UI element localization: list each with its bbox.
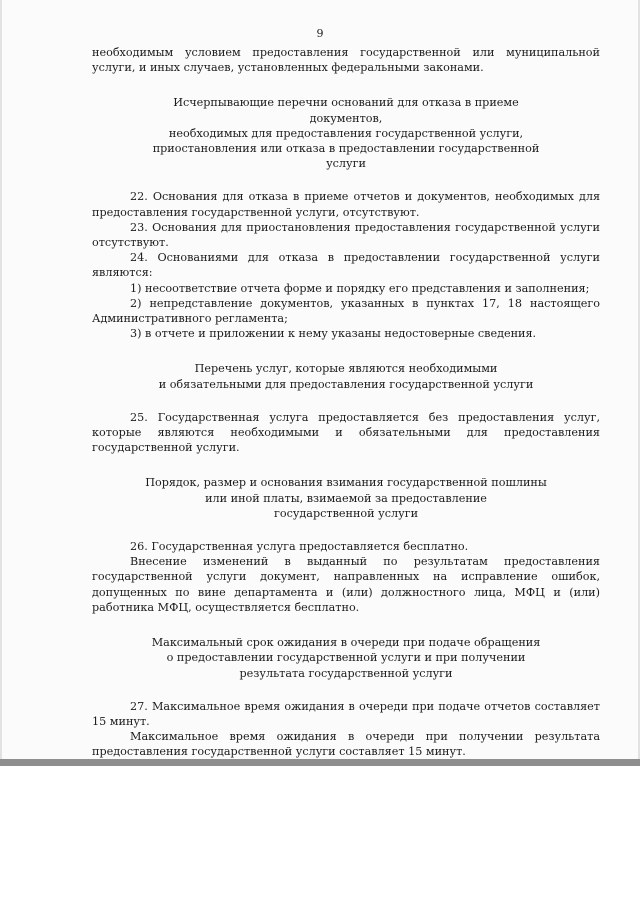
heading-line: Максимальный срок ожидания в очереди при подаче обращения — [151, 636, 541, 650]
intro-paragraph: необходимым условием предоставления государственной или муниципальной услуги, и иных случаев, установленных федеральными законами. — [92, 46, 600, 75]
paragraph-24: 24. Основаниями для отказа в предоставлении государственной услуги являются: — [92, 251, 600, 280]
heading-line: государственной услуги — [273, 506, 419, 520]
paragraph-26: 26. Государственная услуга предоставляется бесплатно. — [130, 540, 469, 554]
heading-line: приостановления или отказа в предоставлении государственной услуги — [152, 142, 540, 171]
heading-line: Исчерпывающие перечни оснований для отказа в приеме документов, — [173, 96, 519, 125]
heading-line: Перечень услуг, которые являются необходимыми — [194, 362, 498, 376]
document-body — [92, 45, 600, 760]
heading-line: и обязательными для предоставления государственной услуги — [158, 377, 534, 391]
page-number: 9 — [316, 27, 324, 40]
list-item-2: 2) непредставление документов, указанных в пунктах 17, 18 настоящего Административного регламента; — [92, 296, 600, 326]
heading-line: или иной платы, взимаемой за предоставление — [205, 491, 487, 505]
heading-line: о предоставлении государственной услуги и при получении — [166, 651, 526, 665]
heading-line: Порядок, размер и основания взимания государственной пошлины — [145, 476, 547, 490]
list-item-1: 1) несоответствие отчета форме и порядку его представления и заполнения; — [130, 281, 590, 295]
heading-line: необходимых для предоставления государственной услуги, — [168, 126, 524, 140]
paragraph-22: 22. Основания для отказа в приеме отчетов и документов, необходимых для предоставления государственной услуги, отсутствуют. — [92, 190, 600, 219]
list-item-3: 3) в отчете и приложении к нему указаны недостоверные сведения. — [130, 327, 537, 341]
paragraph-23: 23. Основания для приостановления предоставления государственной услуги отсутствуют. — [92, 220, 600, 250]
section-heading — [92, 635, 600, 681]
paragraph-27: 27. Максимальное время ожидания в очереди при подаче отчетов составляет 15 минут. — [92, 699, 600, 728]
heading-line: результата государственной услуги — [239, 666, 453, 680]
paragraph-27-result: Максимальное время ожидания в очереди при получении результата предоставления государственной услуги составляет 15 минут. — [92, 730, 600, 759]
page-left-edge — [0, 0, 2, 759]
section-heading — [92, 475, 600, 521]
paragraph-25: 25. Государственная услуга предоставляется без предоставления услуг, которые являются необходимыми и обязательными для предоставления государственной услуги. — [92, 410, 600, 455]
section-heading — [92, 361, 600, 391]
paragraph-26-changes: Внесение изменений в выданный по результатам предоставления государственной услуги документ, направленных на исправление ошибок, допущенных по вине департамента и (или) должностного лица, МФЦ и (или) работника МФЦ, осуществляется бесплатно. — [92, 555, 600, 614]
section-heading — [92, 95, 600, 171]
